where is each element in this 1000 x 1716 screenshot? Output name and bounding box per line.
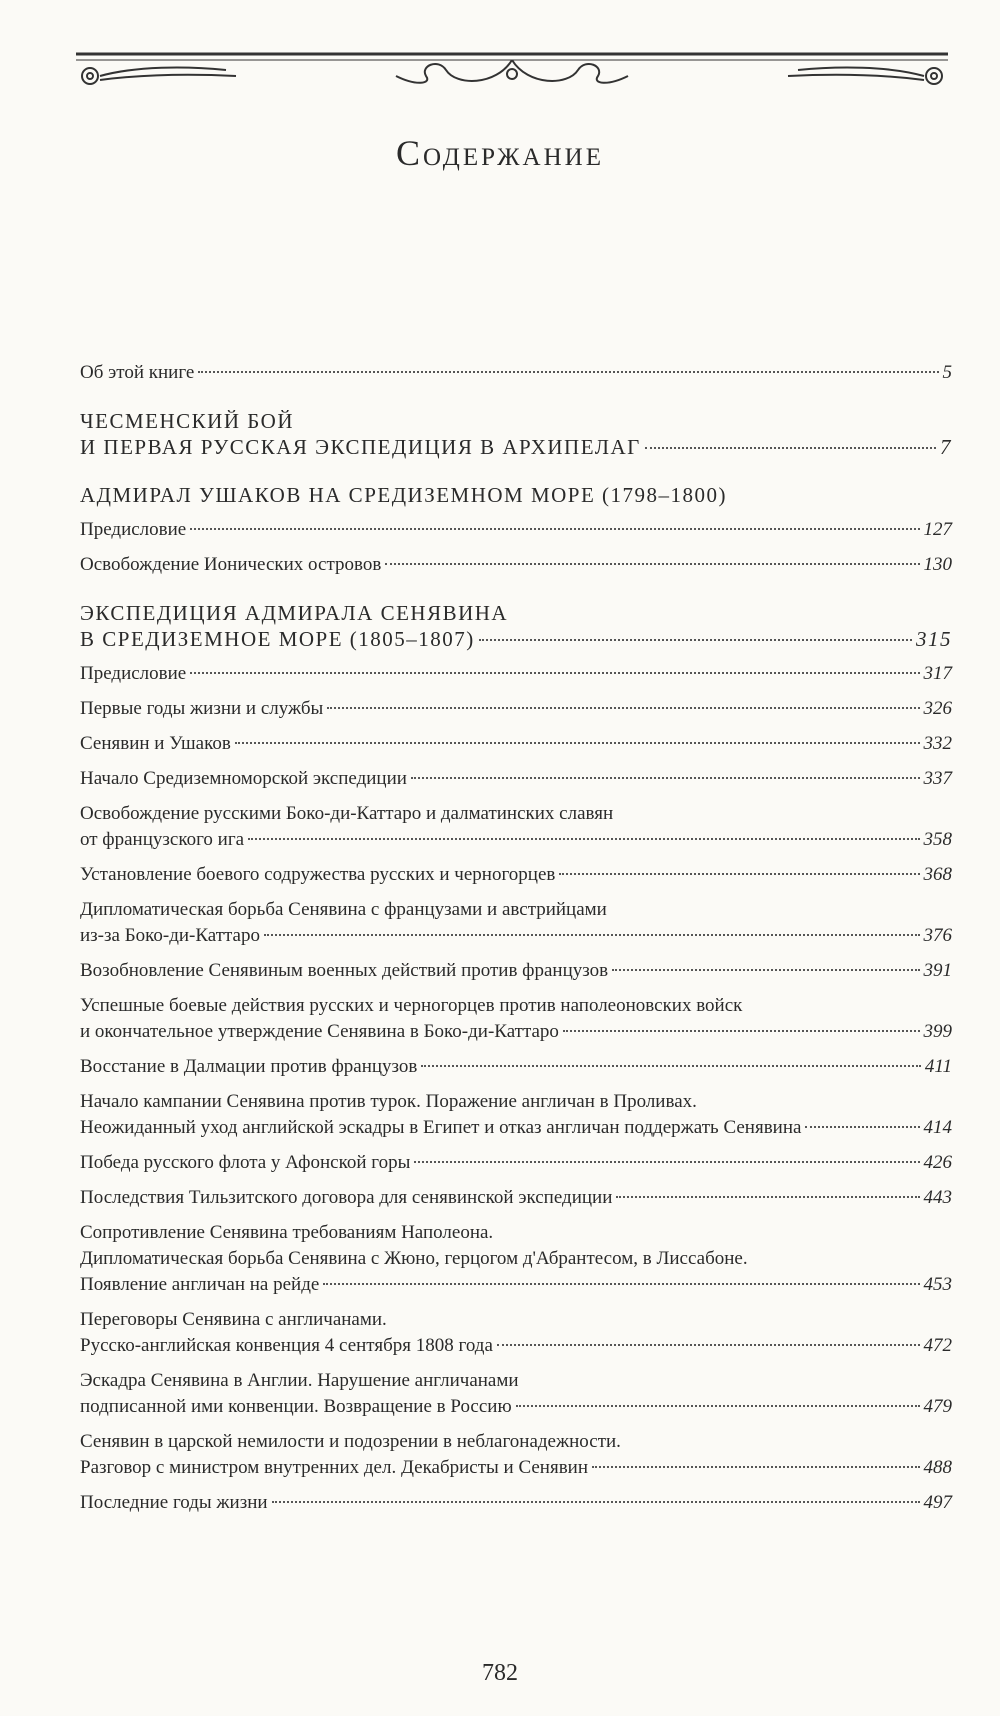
toc-entry-text: Сопротивление Сенявина требованиям Наполеона. [80,1222,494,1243]
toc-entry-text: Освобождение Ионических островов [80,554,382,575]
toc-entry [80,1185,952,1211]
dot-leader [592,1466,919,1468]
toc-page-number: 332 [923,733,952,754]
toc-entry [80,993,952,1045]
toc-entry-text: Предисловие [80,519,187,540]
toc-page-number: 479 [923,1396,952,1417]
toc-page-number: 358 [923,829,952,850]
toc-section-entry [80,600,952,652]
toc-entry [80,897,952,949]
toc-entry [80,801,952,853]
toc-entry [80,862,952,888]
toc-entry [80,1150,952,1176]
toc-entry-text: Об этой книге [80,362,195,383]
toc-section-entry [80,408,952,460]
toc-page-number: 315 [916,627,952,651]
toc-entry [80,661,952,687]
dot-leader [497,1344,920,1346]
toc-entry-text: Победа русского флота у Афонской горы [80,1152,411,1173]
toc-entry [80,552,952,578]
dot-leader [421,1065,921,1067]
toc-entry-text: Дипломатическая борьба Сенявина с французами и австрийцами [80,899,607,920]
toc-page-number: 488 [923,1457,952,1478]
toc-page-number: 472 [923,1335,952,1356]
toc-entry-text: подписанной ими конвенции. Возвращение в Россию [80,1396,512,1417]
toc-entry-text: Возобновление Сенявиным военных действий против французов [80,960,609,981]
toc-page-number: 497 [923,1492,952,1513]
toc-page-number: 411 [924,1056,952,1077]
toc-entry [80,696,952,722]
toc-entry-text: Последствия Тильзитского договора для сенявинской экспедиции [80,1187,613,1208]
toc-entry [80,1220,952,1298]
dot-leader [198,371,938,373]
dot-leader [248,838,919,840]
toc-entry-text: Успешные боевые действия русских и черногорцев против наполеоновских войск [80,995,743,1016]
toc-entry-text: АДМИРАЛ УШАКОВ НА СРЕДИЗЕМНОМ МОРЕ (1798–1800) [80,483,728,507]
dot-leader [616,1196,919,1198]
toc-page-number: 453 [923,1274,952,1295]
dot-leader [805,1126,919,1128]
dot-leader [411,777,920,779]
dot-leader [612,969,919,971]
toc-page-number: 391 [923,960,952,981]
toc-page-number: 130 [923,554,952,575]
toc-entry-text: Начало Средиземноморской экспедиции [80,768,407,789]
dot-leader [516,1405,920,1407]
page-title: Содержание [395,133,604,173]
toc-page-number: 7 [940,435,952,459]
toc-entry-text: Сенявин в царской немилости и подозрении в неблагонадежности. [80,1431,621,1452]
toc-page-number: 337 [923,768,952,789]
toc-entry [80,517,952,543]
toc-page-number: 376 [923,925,952,946]
toc-entry-text: Сенявин и Ушаков [80,733,231,754]
dot-leader [190,528,919,530]
toc-page-number: 317 [923,663,952,684]
toc-page-number: 127 [923,519,952,540]
dot-leader [327,707,919,709]
toc-entry-text: из-за Боко-ди-Каттаро [80,925,260,946]
toc-entry [80,1368,952,1420]
table-of-contents [80,360,952,1516]
toc-entry-text: ЧЕСМЕНСКИЙ БОЙ [80,409,294,433]
toc-entry-text: Эскадра Сенявина в Англии. Нарушение англичанами [80,1370,519,1391]
toc-entry [80,1429,952,1481]
decorative-header-ornament [76,46,948,96]
dot-leader [272,1501,920,1503]
toc-entry-text: Появление англичан на рейде [80,1274,320,1295]
toc-entry [80,1307,952,1359]
toc-page-number: 5 [942,362,952,383]
toc-entry-text: Установление боевого содружества русских и черногорцев [80,864,556,885]
toc-entry-text: Последние годы жизни [80,1492,268,1513]
dot-leader [414,1161,919,1163]
toc-page-number: 399 [923,1021,952,1042]
toc-entry [80,1054,952,1080]
toc-entry [80,958,952,984]
dot-leader [190,672,919,674]
toc-page-number: 426 [923,1152,952,1173]
toc-entry-text: Восстание в Далмации против французов [80,1056,418,1077]
dot-leader [323,1283,919,1285]
toc-entry-text: Переговоры Сенявина с англичанами. [80,1309,387,1330]
dot-leader [385,563,919,565]
toc-entry-text: Неожиданный уход английской эскадры в Египет и отказ англичан поддержать Сенявина [80,1117,802,1138]
dot-leader [235,742,920,744]
dot-leader [645,447,936,449]
toc-entry-text: от французского ига [80,829,245,850]
toc-entry-text: Дипломатическая борьба Сенявина с Жюно, герцогом д'Абрантесом, в Лиссабоне. [80,1248,748,1269]
toc-entry-text: Предисловие [80,663,187,684]
toc-entry [80,360,952,386]
dot-leader [559,873,919,875]
toc-entry-text: Первые годы жизни и службы [80,698,324,719]
toc-section-entry [80,482,952,508]
toc-page-number: 326 [923,698,952,719]
toc-entry-text: Разговор с министром внутренних дел. Декабристы и Сенявин [80,1457,589,1478]
toc-entry-text: Начало кампании Сенявина против турок. Поражение англичан в Проливах. [80,1091,697,1112]
page-number: 782 [482,1660,518,1686]
toc-entry [80,766,952,792]
dot-leader [563,1030,920,1032]
dot-leader [479,639,912,641]
toc-entry-text: Русско-английская конвенция 4 сентября 1808 года [80,1335,493,1356]
toc-entry-text: В СРЕДИЗЕМНОЕ МОРЕ (1805–1807) [80,627,475,651]
toc-entry-text: ЭКСПЕДИЦИЯ АДМИРАЛА СЕНЯВИНА [80,601,509,625]
toc-entry [80,731,952,757]
dot-leader [264,934,920,936]
toc-page-number: 443 [923,1187,952,1208]
toc-entry-text: и окончательное утверждение Сенявина в Боко-ди-Каттаро [80,1021,559,1042]
toc-page-number: 368 [923,864,952,885]
toc-page-number: 414 [923,1117,952,1138]
toc-entry [80,1490,952,1516]
toc-entry-text: И ПЕРВАЯ РУССКАЯ ЭКСПЕДИЦИЯ В АРХИПЕЛАГ [80,435,641,459]
toc-entry [80,1089,952,1141]
toc-entry-text: Освобождение русскими Боко-ди-Каттаро и далматинских славян [80,803,614,824]
